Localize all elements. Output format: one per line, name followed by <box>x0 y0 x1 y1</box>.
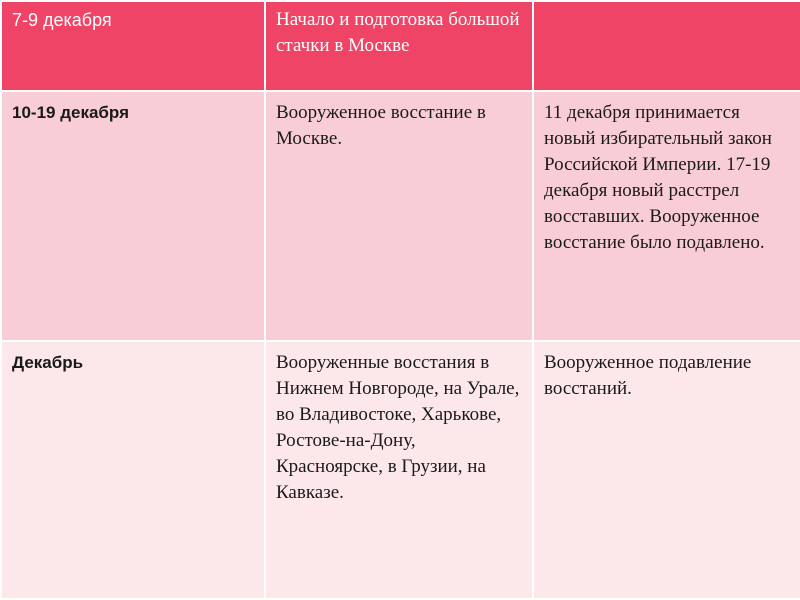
date-text: 10-19 декабря <box>12 103 129 122</box>
date-cell <box>1 1 265 91</box>
date-cell <box>1 341 265 599</box>
table-row <box>1 1 800 91</box>
date-cell <box>1 91 265 341</box>
note-text <box>534 2 800 7</box>
event-cell <box>265 1 533 91</box>
event-cell <box>265 91 533 341</box>
table-row <box>1 91 800 341</box>
note-text: 11 декабря принимается новый избирательный закон Российской Империи. 17-19 декабря новый расстрел восставших. Вооруженное восстание было подавлено. <box>544 102 772 253</box>
event-text: Вооруженное восстание в Москве. <box>276 102 486 149</box>
table-row <box>1 341 800 599</box>
event-text: Начало и подготовка большой стачки в Москве <box>276 9 520 56</box>
note-cell <box>533 341 800 599</box>
note-cell <box>533 1 800 91</box>
date-text: 7-9 декабря <box>12 10 112 30</box>
note-cell <box>533 91 800 341</box>
event-cell <box>265 341 533 599</box>
note-text: Вооруженное подавление восстаний. <box>544 352 752 399</box>
date-text: Декабрь <box>12 353 84 372</box>
event-text: Вооруженные восстания в Нижнем Новгороде, на Урале, во Владивостоке, Харькове, Ростове-на-Дону, Красноярске, в Грузии, на Кавказе. <box>276 352 520 503</box>
